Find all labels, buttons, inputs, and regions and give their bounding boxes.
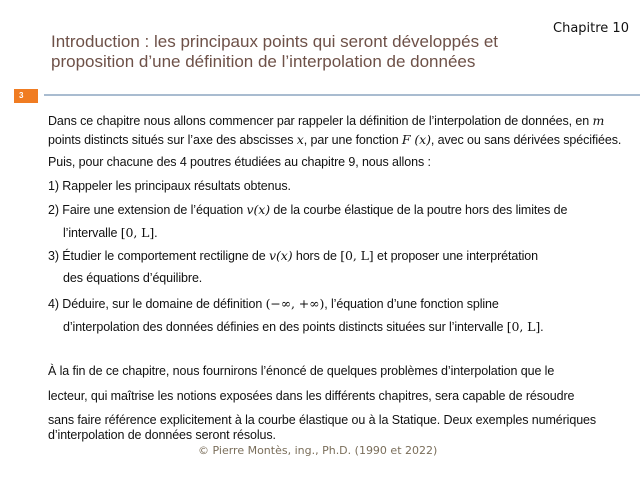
list-item-continuation bbox=[63, 225, 158, 240]
math-symbol: m bbox=[592, 113, 605, 128]
footer-copyright: © Pierre Montès, ing., Ph.D. (1990 et 2022) bbox=[198, 444, 438, 457]
paragraph-line: sans faire référence explicitement à la courbe élastique ou à la Statique. Deux exemples numériques bbox=[48, 413, 597, 427]
slide-number-badge: 3 bbox=[14, 89, 38, 103]
list-item-continuation bbox=[63, 319, 544, 334]
list-item: 1) Rappeler les principaux résultats obtenus. bbox=[48, 179, 291, 193]
text-run: . bbox=[154, 226, 158, 240]
text-run: de la courbe élastique de la poutre hors des limites de bbox=[270, 203, 568, 217]
text-run: hors de bbox=[292, 249, 341, 263]
text-run: points distincts situés sur l’axe des abscisses bbox=[48, 133, 297, 147]
paragraph-line: Puis, pour chacune des 4 poutres étudiées au chapitre 9, nous allons : bbox=[48, 155, 431, 169]
math-expression: [0, L] bbox=[340, 248, 374, 263]
math-expression: [0, L] bbox=[120, 225, 155, 240]
text-run: d’interpolation des données définies en des points distincts situées sur l’intervalle bbox=[63, 320, 507, 334]
text-run: , par une fonction bbox=[303, 133, 402, 147]
text-run: 3) Étudier le comportement rectiligne de bbox=[48, 249, 270, 263]
text-run: 4) Déduire, sur le domaine de définition bbox=[48, 297, 266, 311]
text-run: , avec ou sans dérivées spécifiées. bbox=[430, 133, 622, 147]
text-run: l’intervalle bbox=[63, 226, 121, 240]
slide-header-bar bbox=[14, 89, 640, 103]
text-run: 2) Faire une extension de l’équation bbox=[48, 203, 247, 217]
math-expression: v(x) bbox=[269, 248, 293, 263]
list-item bbox=[48, 202, 567, 217]
text-run: Dans ce chapitre nous allons commencer par rappeler la définition de l’interpolation de données, en bbox=[48, 114, 593, 128]
header-divider bbox=[44, 94, 640, 96]
text-run: , l’équation d’une fonction spline bbox=[324, 297, 499, 311]
math-expression: F (x) bbox=[401, 132, 431, 147]
math-expression: [0, L] bbox=[506, 319, 541, 334]
paragraph-line: À la fin de ce chapitre, nous fournirons l’énoncé de quelques problèmes d’interpolation que le bbox=[48, 364, 555, 378]
math-expression: (−∞, +∞) bbox=[265, 296, 325, 311]
math-symbol: x bbox=[296, 132, 304, 147]
text-run: et proposer une interprétation bbox=[373, 249, 538, 263]
slide-title bbox=[51, 32, 551, 72]
slide-title-line-2: proposition d’une définition de l’interpolation de données bbox=[51, 52, 476, 71]
chapter-label: Chapitre 10 bbox=[553, 21, 629, 36]
slide-title-line-1: Introduction : les principaux points qui seront développés et bbox=[51, 32, 498, 51]
paragraph-line: lecteur, qui maîtrise les notions exposées dans les différents chapitres, sera capable de résoudre bbox=[48, 389, 575, 403]
math-expression: v(x) bbox=[246, 202, 270, 217]
list-item bbox=[48, 296, 499, 311]
text-run: . bbox=[540, 320, 544, 334]
paragraph-line: d’interpolation de données seront résolus. bbox=[48, 428, 276, 442]
list-item bbox=[48, 248, 538, 263]
paragraph-line bbox=[48, 113, 604, 128]
list-item-continuation: des équations d’équilibre. bbox=[63, 271, 203, 285]
paragraph-line bbox=[48, 132, 621, 147]
